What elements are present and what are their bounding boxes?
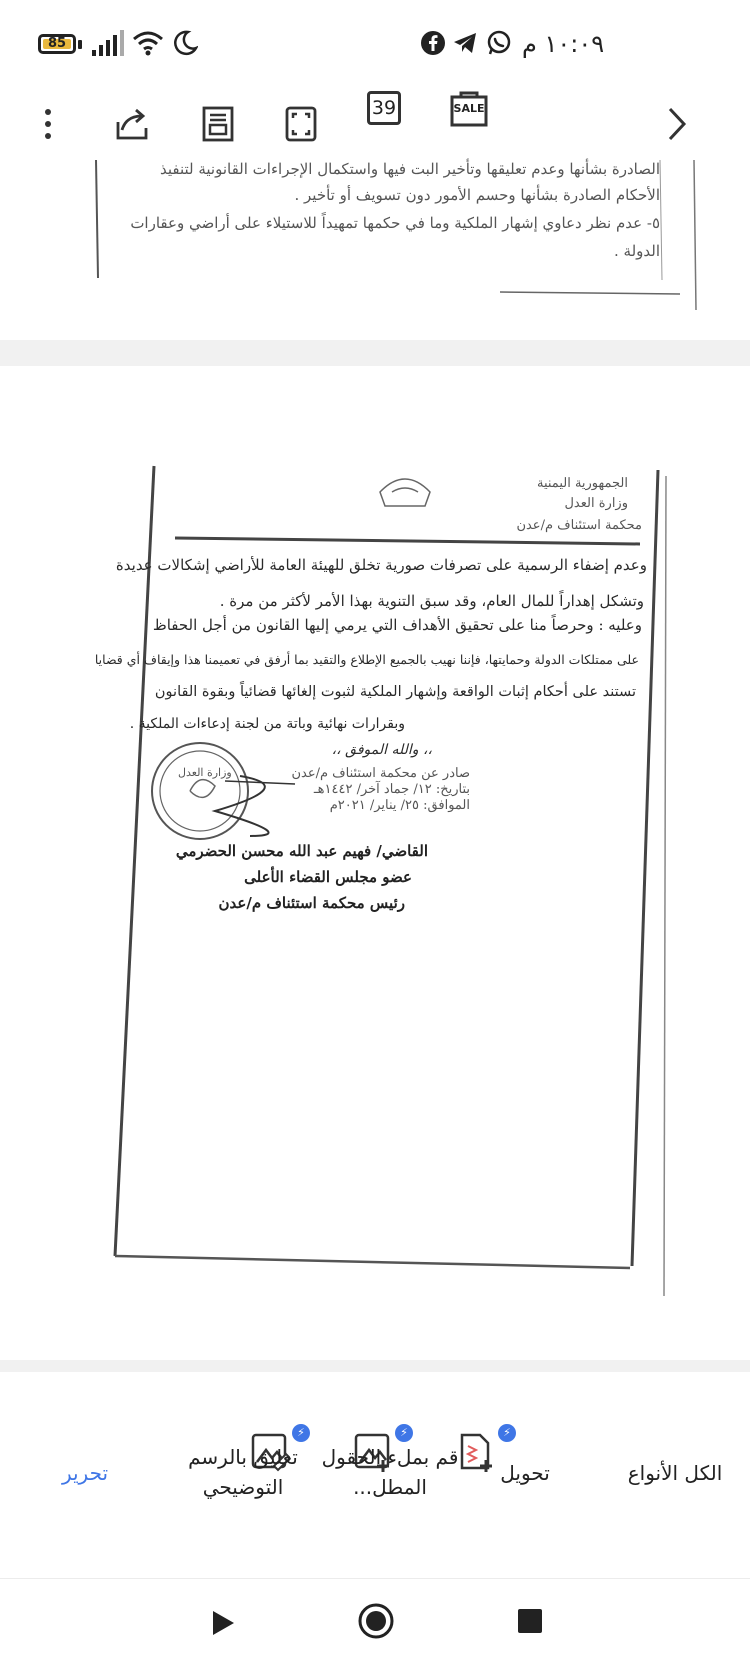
closing-line: ،، والله الموفق ،، bbox=[331, 742, 432, 758]
premium-badge-2: ⚡ bbox=[395, 1424, 413, 1442]
page-view-icon[interactable] bbox=[200, 106, 236, 142]
telegram-icon bbox=[452, 30, 478, 56]
body-line-2: وتشكل إهداراً للمال العام، وقد سبق التنوية بهذا الأمر لأكثر من مرة . bbox=[219, 592, 644, 610]
page1-line-3: ٥- عدم نظر دعاوي إشهار الملكية وما في حكمها تمهيداً للاستيلاء على أراضي وعقارات bbox=[130, 214, 660, 232]
bottom-tools-panel bbox=[0, 1372, 750, 1578]
letterhead-line-3: محكمة استئناف م/عدن bbox=[516, 518, 642, 533]
body-line-1: وعدم إضفاء الرسمية على تصرفات صورية تخلق للهيئة العامة للأراضي إشكالات عديدة bbox=[115, 556, 647, 574]
edit-button[interactable]: تحرير bbox=[61, 1461, 109, 1485]
next-arrow-icon[interactable] bbox=[658, 106, 694, 142]
signal-icon bbox=[92, 30, 124, 56]
signature-title-1: عضو مجلس القضاء الأعلى bbox=[244, 868, 412, 886]
premium-badge-1: ⚡ bbox=[292, 1424, 310, 1442]
clock: ١٠:٠٩ م bbox=[522, 30, 605, 58]
premium-badge-3: ⚡ bbox=[498, 1424, 516, 1442]
fullscreen-icon[interactable] bbox=[283, 106, 319, 142]
body-line-5: تستند على أحكام إثبات الواقعة وإشهار الملكية لثبوت إلغائها قضائياً وبقوة القانون bbox=[154, 684, 636, 700]
issued-line-2: بتاريخ: ١٢/ جماد آخر/ ١٤٤٢هـ bbox=[313, 782, 470, 797]
letterhead-line-1: الجمهورية اليمنية bbox=[536, 476, 628, 491]
recents-icon[interactable] bbox=[518, 1609, 542, 1633]
all-types-button[interactable]: الكل الأنواع bbox=[627, 1461, 723, 1485]
fill-fields-button[interactable]: قم بملء الحقول المطل... bbox=[321, 1445, 459, 1499]
body-line-6: وبقرارات نهائية وباتة من لجنة إدعاءات الملكية . bbox=[129, 716, 405, 732]
page-2-scan-frame bbox=[0, 366, 750, 1360]
convert-button[interactable]: تحويل bbox=[500, 1461, 550, 1485]
body-line-4: على ممتلكات الدولة وحمايتها، فإننا نهيب بالجميع الإطلاع والتقيد بما أرفق في تعميمنا هذا وإيقاف أي قضايا bbox=[94, 652, 639, 667]
page1-line-1: الصادرة بشأنها وعدم تعليقها وتأخير البت فيها واستكمال الإجراءات القانونية لتنفيذ bbox=[159, 160, 660, 178]
whatsapp-icon bbox=[486, 30, 512, 56]
sale-label: SALE bbox=[453, 102, 485, 115]
document-page-2 bbox=[0, 366, 750, 1360]
facebook-icon bbox=[420, 30, 446, 56]
stamp-text: وزارة العدل bbox=[178, 766, 232, 779]
status-bar bbox=[0, 0, 750, 88]
letterhead-line-2: وزارة العدل bbox=[564, 496, 628, 511]
wifi-icon bbox=[132, 30, 164, 56]
document-page-1 bbox=[0, 160, 750, 340]
sale-icon[interactable] bbox=[449, 90, 489, 128]
share-icon[interactable] bbox=[114, 106, 150, 142]
back-icon[interactable] bbox=[210, 1609, 236, 1637]
body-line-3: وعليه : وحرصاً منا على تحقيق الأهداف التي يرمي إليها القانون من أجل الحفاظ bbox=[152, 616, 642, 634]
battery-icon bbox=[38, 34, 76, 54]
home-icon[interactable] bbox=[358, 1603, 394, 1639]
issued-line-3: الموافق: ٢٥/ يناير/ ٢٠٢١م bbox=[329, 798, 470, 813]
signature-name: القاضي/ فهيم عبد الله محسن الحضرمي bbox=[175, 842, 428, 860]
issued-line-1: صادر عن محكمة استئناف م/عدن bbox=[291, 766, 470, 781]
page-count-icon[interactable] bbox=[367, 91, 401, 125]
battery-level: 85 bbox=[47, 36, 67, 51]
signature-title-2: رئيس محكمة استئناف م/عدن bbox=[218, 894, 405, 912]
system-nav-bar bbox=[0, 1578, 750, 1667]
draw-annotation-button[interactable]: تعليق بالرسم التوضيحي bbox=[188, 1445, 298, 1499]
page-count-label: 39 bbox=[371, 97, 397, 119]
moon-icon bbox=[172, 30, 198, 56]
more-vert-icon[interactable] bbox=[30, 106, 66, 142]
page1-line-2: الأحكام الصادرة بشأنها وحسم الأمور دون تسويف أو تأخير . bbox=[294, 186, 660, 204]
page1-line-4: الدولة . bbox=[613, 242, 660, 260]
